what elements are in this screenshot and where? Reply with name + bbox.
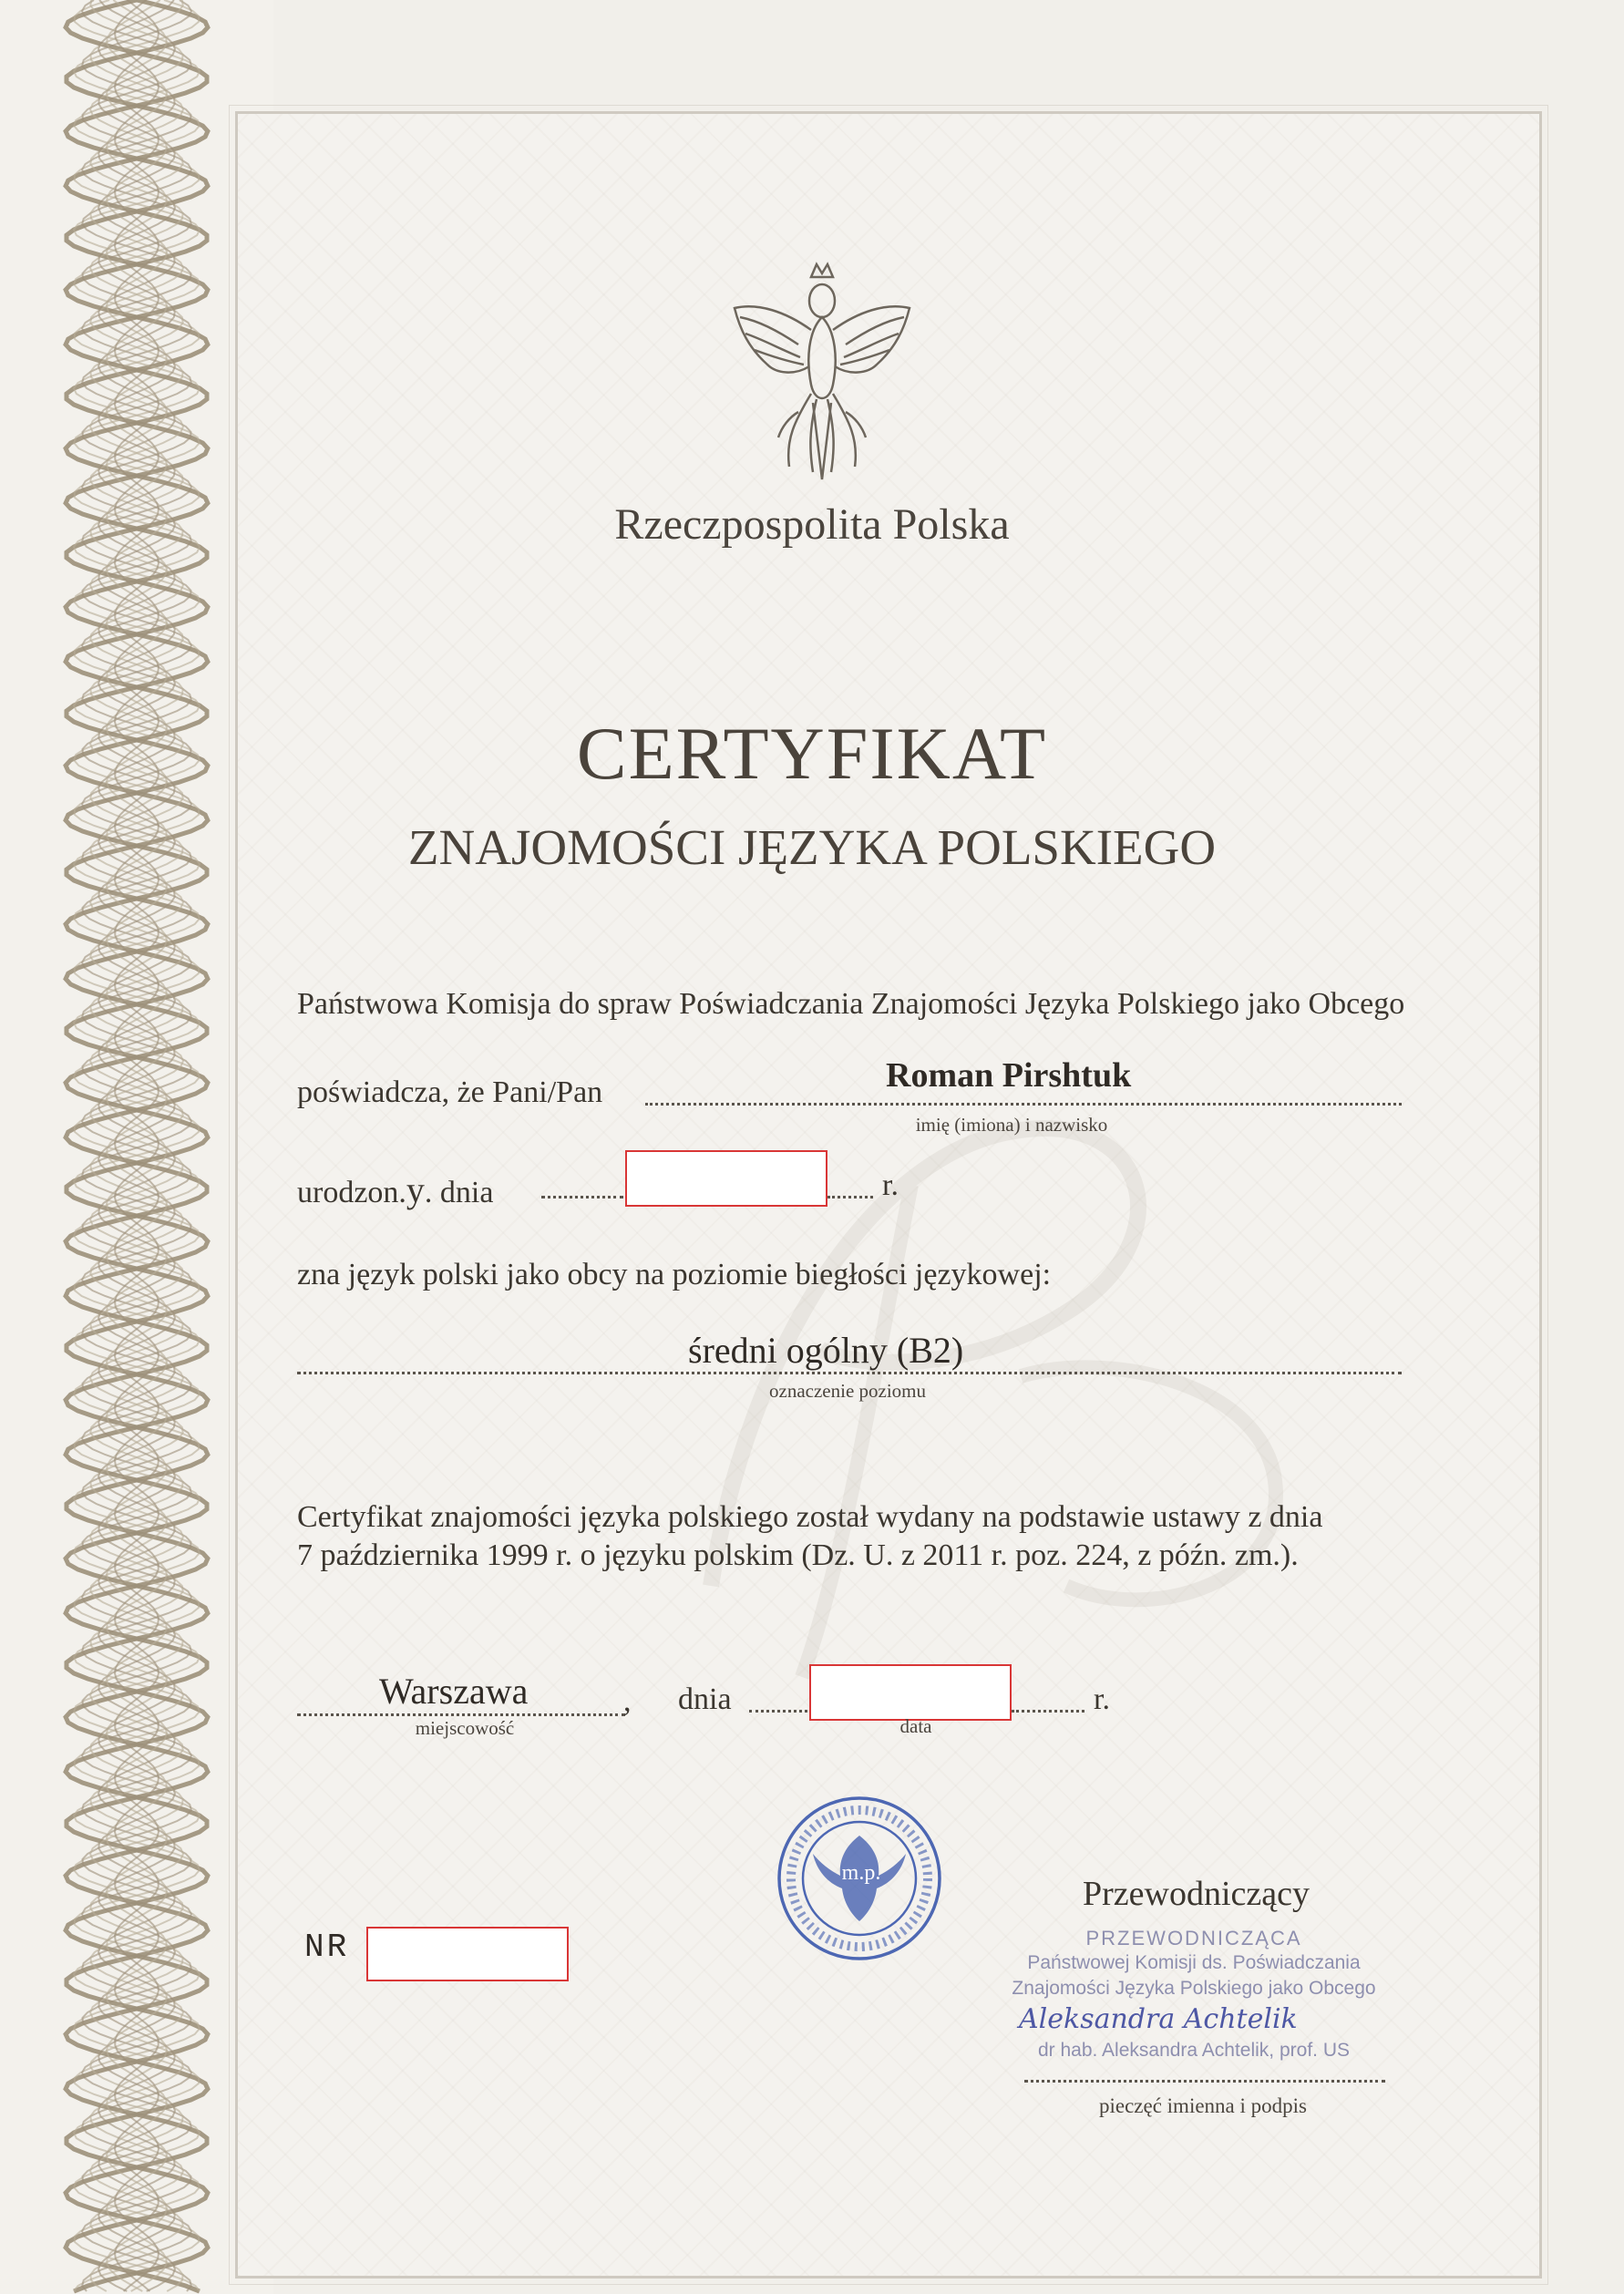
stamp-line-1: Państwowej Komisji ds. Poświadczania xyxy=(1027,1952,1361,1973)
seal-center-text: m.p. xyxy=(841,1861,881,1885)
polish-eagle-emblem-icon xyxy=(722,257,922,485)
certificate-subtitle: ZNAJOMOŚCI JĘZYKA POLSKIEGO xyxy=(407,819,1217,875)
country-name: Rzeczpospolita Polska xyxy=(614,500,1010,549)
certificate-number-redacted xyxy=(366,1927,569,1981)
knows-language-text: zna język polski jako obcy na poziomie biegłości językowej: xyxy=(297,1258,1052,1291)
signature-caption: pieczęć imienna i podpis xyxy=(1098,2094,1307,2117)
birth-year-suffix: r. xyxy=(882,1168,899,1202)
place-dotted-line xyxy=(297,1713,625,1716)
stamp-line-2: Znajomości Języka Polskiego jako Obcego xyxy=(1012,1978,1376,1999)
issue-year-suffix: r. xyxy=(1094,1682,1110,1716)
issue-place: Warszawa xyxy=(379,1671,529,1712)
proficiency-level: średni ogólny (B2) xyxy=(688,1330,964,1371)
born-prefix: urodzon.y. dnia xyxy=(297,1169,494,1210)
issue-date-redacted xyxy=(809,1664,1012,1721)
signature-dotted-line xyxy=(1024,2080,1385,2083)
birth-date-redacted xyxy=(625,1150,827,1207)
signature: Aleksandra Achtelik xyxy=(1019,2003,1298,2035)
holder-name: Roman Pirshtuk xyxy=(886,1056,1132,1095)
signatory-role: Przewodniczący xyxy=(1083,1875,1310,1913)
certificate-title: CERTYFIKAT xyxy=(576,712,1048,795)
birth-date-dots-right xyxy=(827,1196,873,1198)
stamp-name: dr hab. Aleksandra Achtelik, prof. US xyxy=(1037,2040,1351,2061)
place-comma: , xyxy=(623,1684,632,1718)
certifies-prefix: poświadcza, że Pani/Pan xyxy=(297,1075,603,1109)
holder-name-caption: imię (imiona) i nazwisko xyxy=(915,1114,1108,1136)
stamp-title: PRZEWODNICZĄCA xyxy=(1085,1927,1302,1949)
legal-basis-line-1: Certyfikat znajomości języka polskiego został wydany na podstawie ustawy z dnia xyxy=(297,1500,1323,1534)
date-caption: data xyxy=(899,1715,932,1737)
level-caption: oznaczenie poziomu xyxy=(769,1380,926,1402)
legal-basis-line-2: 7 października 1999 r. o języku polskim (Dz. U. z 2011 r. poz. 224, z późn. zm.). xyxy=(297,1538,1299,1572)
date-prefix: dnia xyxy=(678,1682,732,1716)
holder-name-dotted-line xyxy=(645,1103,1402,1106)
certificate-number-label: NR xyxy=(304,1929,350,1966)
guilloche-border xyxy=(0,0,273,2294)
level-dotted-line xyxy=(297,1372,1402,1374)
issue-date-dots-right xyxy=(1012,1710,1084,1713)
place-caption: miejscowość xyxy=(415,1717,515,1739)
issue-date-dots-left xyxy=(749,1710,807,1713)
birth-date-dots-left xyxy=(541,1196,623,1198)
commission-name: Państwowa Komisja do spraw Poświadczania Znajomości Języka Polskiego jako Obcego xyxy=(297,987,1405,1021)
